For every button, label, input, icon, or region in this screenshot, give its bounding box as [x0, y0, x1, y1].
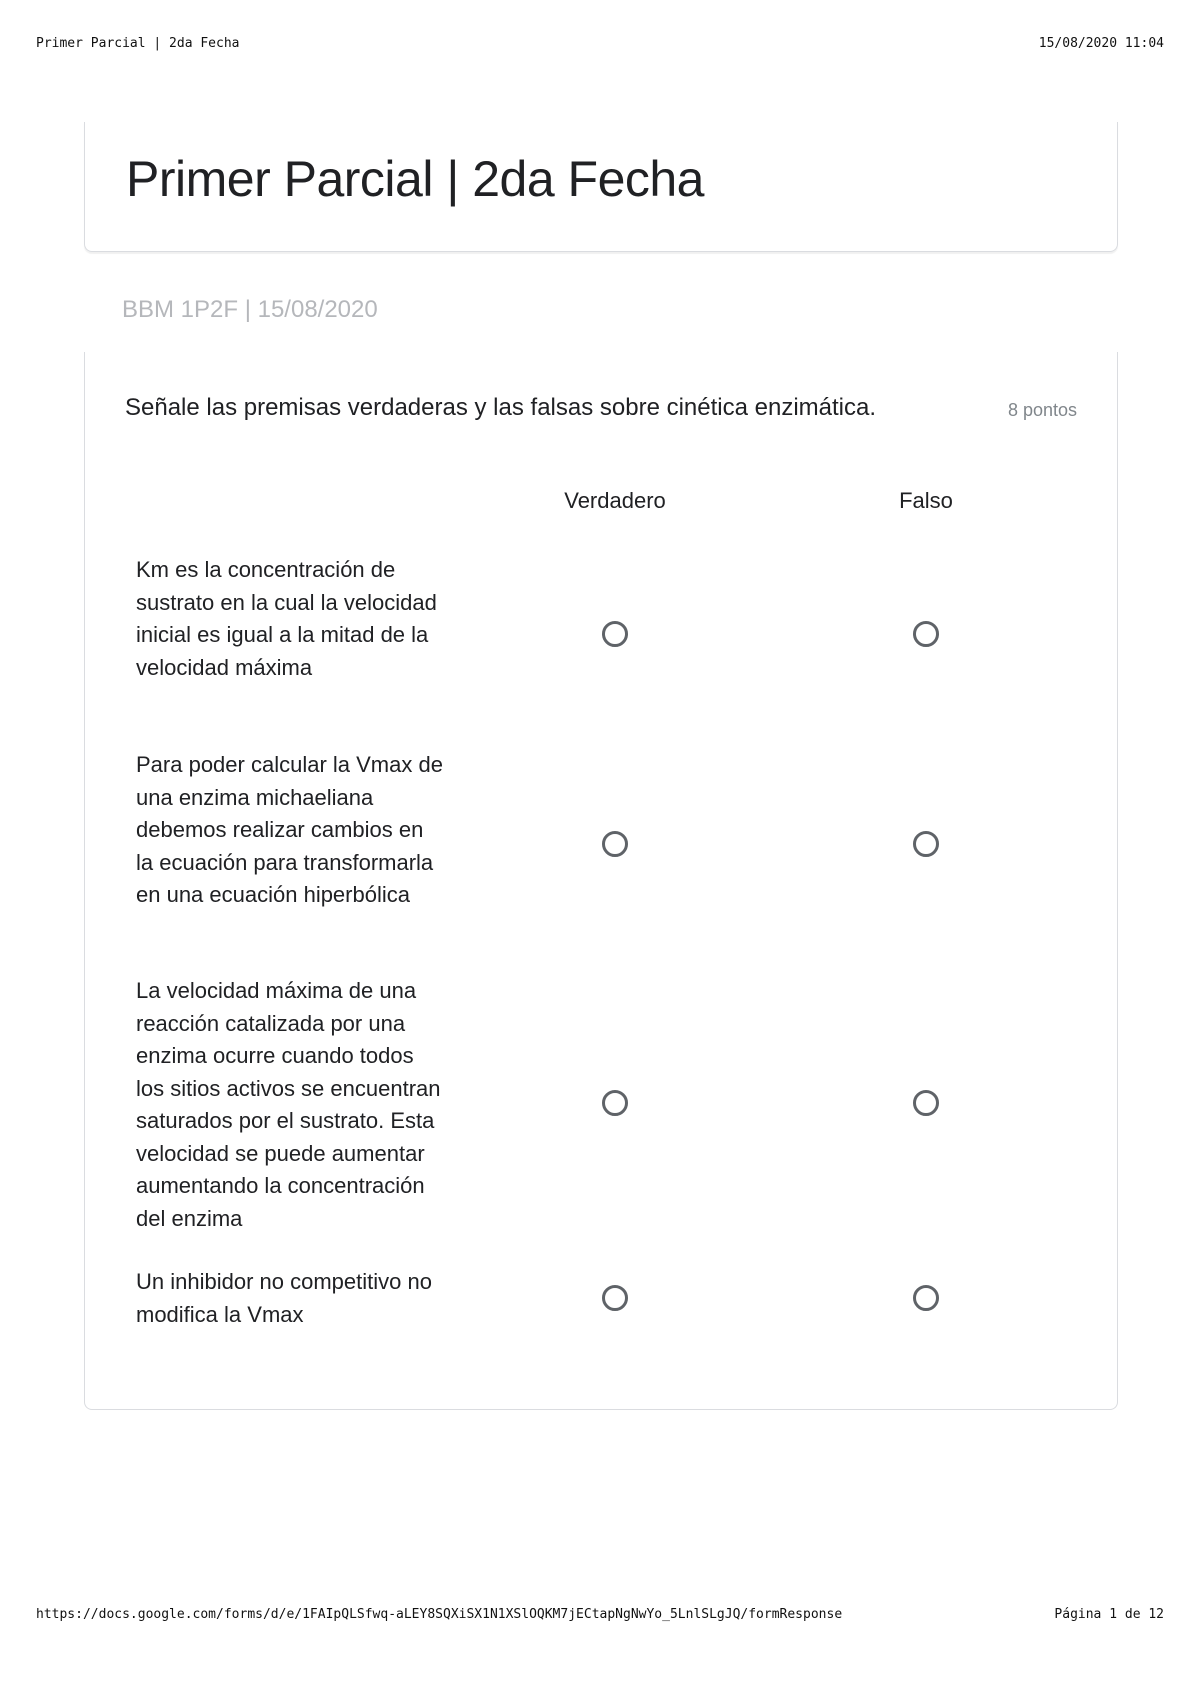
question-card	[84, 352, 1118, 1410]
radio-row2-falso[interactable]	[913, 831, 939, 857]
print-footer-url: https://docs.google.com/forms/d/e/1FAIpQLSfwq-aLEY8SQXiSX1N1XSlOQKM7jECtapNgNwYo_5LnlSLgJQ/formResponse	[36, 1607, 843, 1622]
print-header-title: Primer Parcial | 2da Fecha	[36, 36, 240, 51]
radio-row4-falso[interactable]	[913, 1285, 939, 1311]
question-text: Señale las premisas verdaderas y las falsas sobre cinética enzimática.	[125, 394, 877, 421]
print-header-timestamp: 15/08/2020 11:04	[1038, 36, 1164, 51]
grid-row-label: Km es la concentración de sustrato en la cual la velocidad inicial es igual a la mitad de la velocidad máxima	[136, 557, 437, 680]
radio-row3-verdadero[interactable]	[602, 1090, 628, 1116]
radio-row4-verdadero[interactable]	[602, 1285, 628, 1311]
form-title-card	[84, 122, 1118, 252]
grid-row-label: La velocidad máxima de una reacción catalizada por una enzima ocurre cuando todos los sitios activos se encuentran saturados por el sustrato. Esta velocidad se puede aumentar aumentando la concentración del enzima	[136, 978, 441, 1231]
radio-row1-verdadero[interactable]	[602, 621, 628, 647]
grid-row-label: Un inhibidor no competitivo no modifica la Vmax	[136, 1269, 432, 1327]
print-footer-page-number: Página 1 de 12	[1054, 1607, 1164, 1622]
form-description: BBM 1P2F | 15/08/2020	[122, 296, 378, 323]
radio-row3-falso[interactable]	[913, 1090, 939, 1116]
form-title: Primer Parcial | 2da Fecha	[126, 151, 704, 207]
radio-row2-verdadero[interactable]	[602, 831, 628, 857]
question-points: 8 pontos	[1007, 400, 1077, 420]
grid-row-label: Para poder calcular la Vmax de una enzima michaeliana debemos realizar cambios en la ecuación para transformarla en una ecuación hiperbólica	[136, 752, 443, 907]
column-header-verdadero: Verdadero	[564, 488, 666, 513]
radio-row1-falso[interactable]	[913, 621, 939, 647]
column-header-falso: Falso	[899, 488, 953, 513]
